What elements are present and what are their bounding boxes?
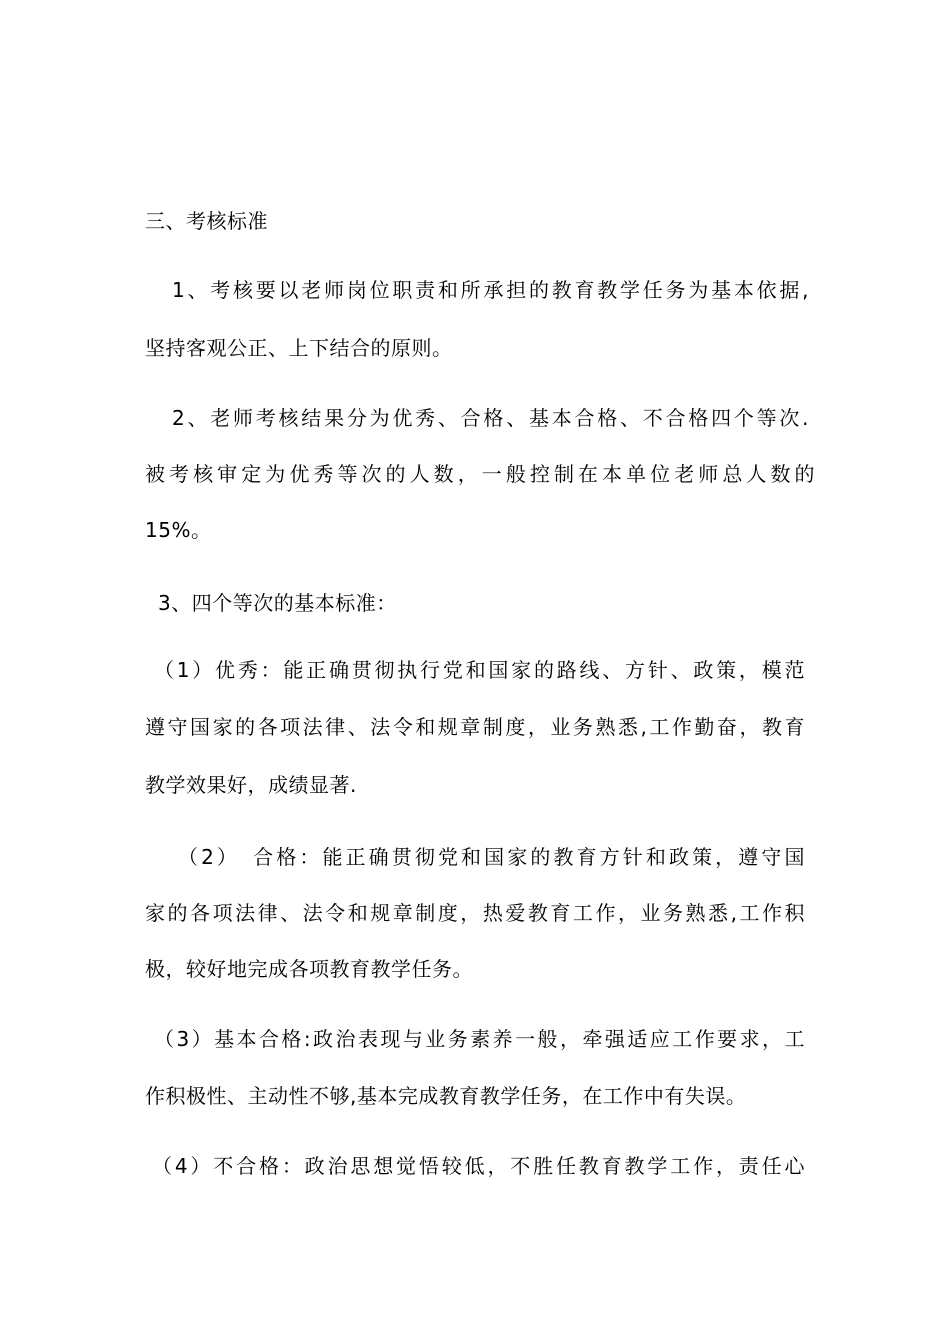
- level-4-line-1: （4）不合格：政治思想觉悟较低，不胜任教育教学工作，责任心: [152, 1154, 805, 1178]
- item-2-line-3: 15%。: [145, 518, 212, 542]
- level-1-line-2: 遵守国家的各项法律、法令和规章制度，业务熟悉,工作勤奋，教育: [145, 715, 805, 739]
- level-1-line-1: （1）优秀：能正确贯彻执行党和国家的路线、方针、政策，模范: [154, 658, 805, 682]
- item-1-line-2: 坚持客观公正、上下结合的原则。: [145, 336, 453, 360]
- item-3-line-1: 3、四个等次的基本标准：: [158, 591, 397, 615]
- item-2-line-2: 被考核审定为优秀等次的人数，一般控制在本单位老师总人数的: [145, 462, 815, 486]
- level-3-line-2: 作积极性、主动性不够,基本完成教育教学任务，在工作中有失误。: [145, 1084, 747, 1108]
- level-2-line-3: 极，较好地完成各项教育教学任务。: [145, 957, 473, 981]
- level-2-line-1: （2） 合格：能正确贯彻党和国家的教育方针和政策，遵守国: [178, 845, 805, 869]
- item-1-line-1: 1、考核要以老师岗位职责和所承担的教育教学任务为基本依据,: [172, 278, 809, 302]
- level-3-line-1: （3）基本合格:政治表现与业务素养一般，牵强适应工作要求，工: [154, 1027, 805, 1051]
- level-1-line-3: 教学效果好，成绩显著.: [145, 773, 357, 797]
- level-2-line-2: 家的各项法律、法令和规章制度，热爱教育工作，业务熟悉,工作积: [145, 901, 805, 925]
- section-heading: 三、考核标准: [145, 209, 268, 233]
- item-2-line-1: 2、老师考核结果分为优秀、合格、基本合格、不合格四个等次.: [172, 406, 809, 430]
